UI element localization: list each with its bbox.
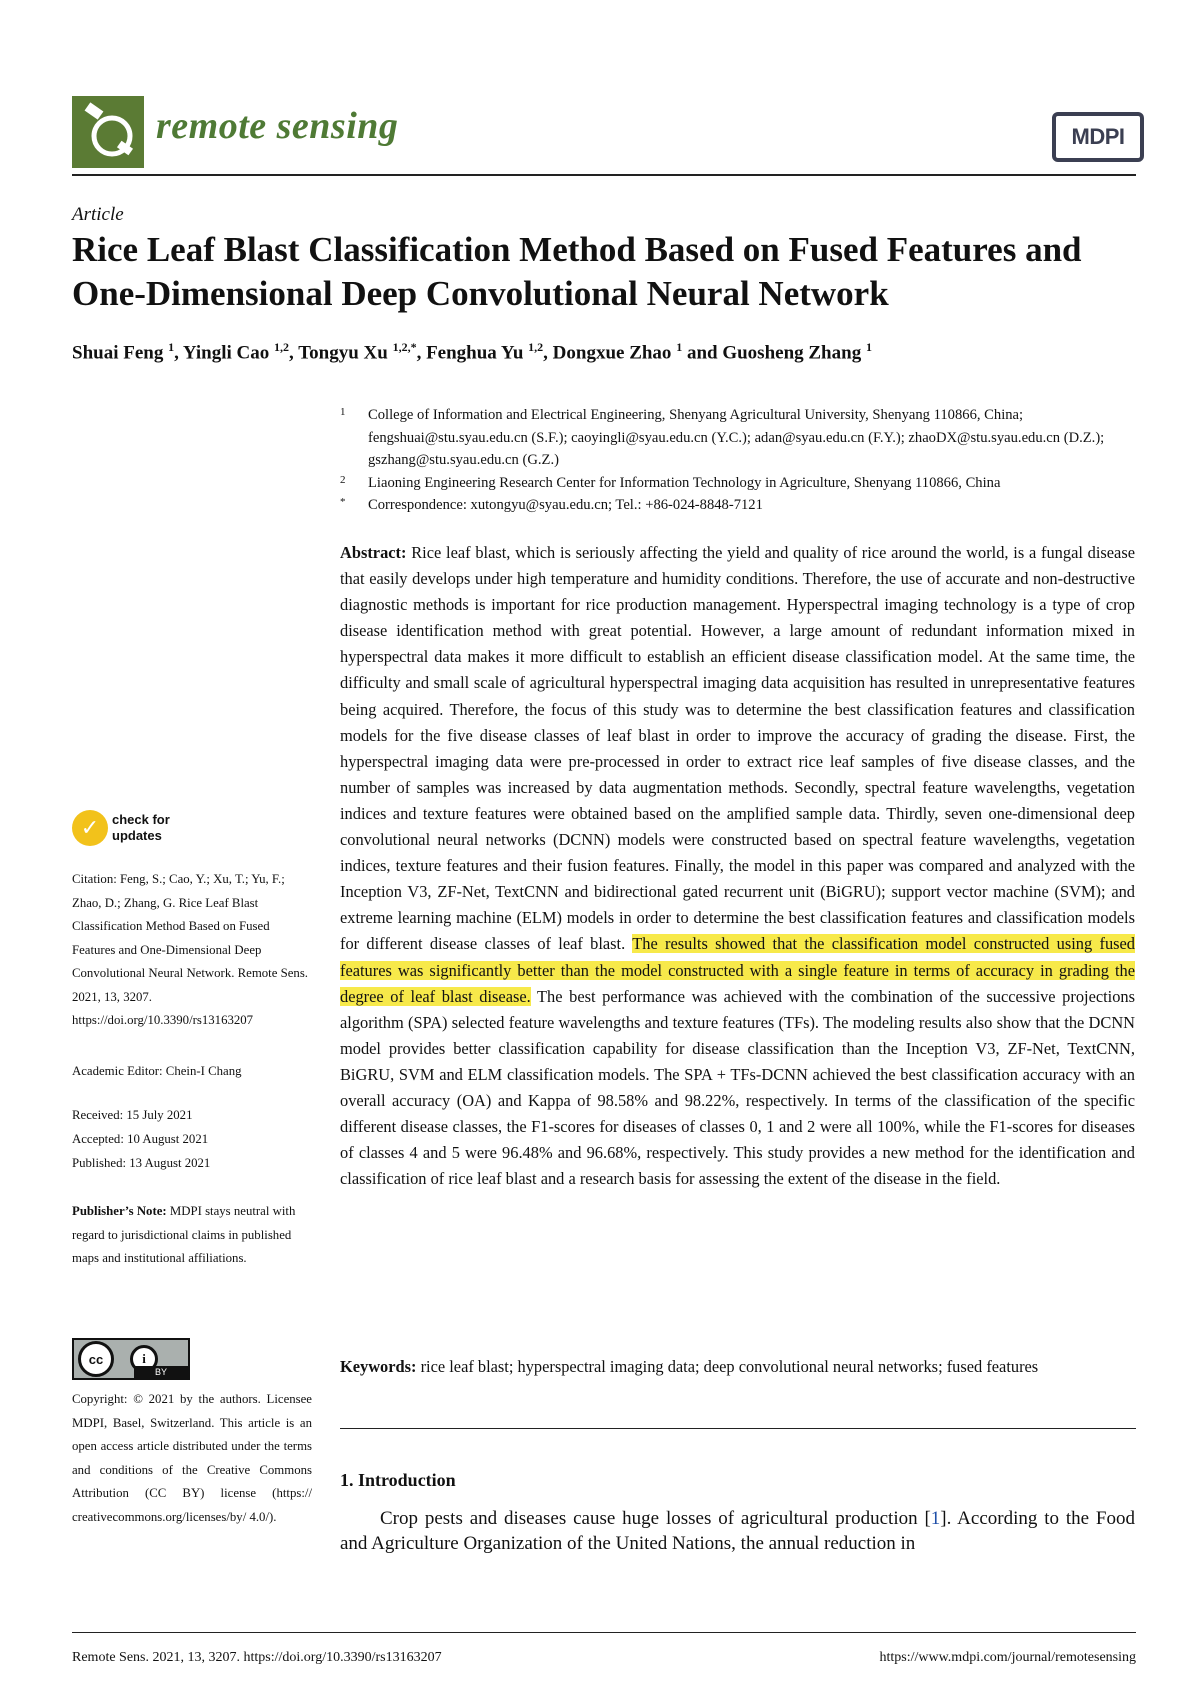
keywords-label: Keywords: [340,1357,417,1376]
author-affiliation: 1 [168,340,175,354]
author-affiliation: 1,2 [528,340,544,354]
academic-editor: Academic Editor: Chein-I Chang [72,1064,242,1078]
abstract [340,540,1135,1192]
article-type: Article [72,204,124,225]
footer-citation: Remote Sens. 2021, 13, 3207. https://doi.org/10.3390/rs13163207 [72,1650,442,1665]
affiliations [340,404,1140,517]
author-affiliation: 1,2 [274,340,290,354]
journal-name: remote sensing [156,105,399,147]
author-affiliation: 1 [676,340,683,354]
header-divider [72,174,1136,176]
keywords: Keywords: rice leaf blast; hyperspectral imaging data; deep convolutional neural networks; fused features [340,1357,1039,1376]
author-affiliation: 1,2,* [392,340,417,354]
footer-journal-url[interactable]: https://www.mdpi.com/journal/remotesensing [879,1650,1136,1665]
copyright-notice: Copyright: © 2021 by the authors. Licensee MDPI, Basel, Switzerland. This article is an open access article distributed under the terms and conditions of the Creative Commons Attribution (CC BY) license (https:// creativecommons.org/licenses/by/ 4.0/). [72,1392,312,1524]
paper-title: Rice Leaf Blast Classification Method Based on Fused Features and One-Dimensional Deep Convolutional Neural Network [72,230,1082,313]
author: Guosheng Zhang [722,342,862,364]
person-icon: i [130,1345,158,1373]
received-date: Received: 15 July 2021 [72,1108,193,1122]
abstract-text: Rice leaf blast, which is seriously affecting the yield and quality of rice around the world, is a fungal disease that easily develops under high temperature and humidity conditions. Therefore, the use of accurate and non-destructive diagnostic methods is important for rice production management. Hyperspectral imaging technology is a type of crop disease identification method with great potential. However, a large amount of redundant information mixed in hyperspectral data makes it more difficult to establish an efficient disease classification model. At the same time, the difficulty and small scale of agricultural hyperspectral imaging data acquisition has resulted in unrepresentative features being acquired. Therefore, the focus of this study was to determine the best classification features and classification models for the five disease classes of leaf blast in order to improve the accuracy of grading the disease. First, the hyperspectral imaging data were pre-processed in order to extract rice leaf samples of five disease classes, and the number of samples was increased by data augmentation methods. Secondly, spectral feature wavelengths, vegetation indices and texture features were obtained based on the amplified sample data. Thirdly, seven one-dimensional deep convolutional neural networks (DCNN) models were constructed based on spectral feature wavelengths, vegetation indices, texture features and their fusion features. Finally, the model in this paper was compared and analyzed with the Inception V3, ZF-Net, TextCNN and bidirectional gated recurrent unit (BiGRU); support vector machine (SVM); and extreme learning machine (ELM) models in order to determine the best classification features and classification models for different disease classes of leaf blast. [340,543,1135,954]
author: Fenghua Yu [426,342,524,364]
check-for-updates-label[interactable]: check for updates [112,812,170,843]
affiliation-item: 1 College of Information and Electrical Engineering, Shenyang Agricultural University, Shenyang 110866, China; fengshuai@stu.syau.edu.cn (S.F.); caoyingli@syau.edu.cn (Y.C.); adan@syau.edu.cn (F.Y.); zhaoDX@stu.syau.edu.cn (D.Z.); gszhang@stu.syau.edu.cn (G.Z.) [340,406,1105,468]
affiliation-item: 2 Liaoning Engineering Research Center for Information Technology in Agriculture, Shenyang 110866, China [340,473,1001,491]
author: Yingli Cao [182,342,270,364]
citation-link[interactable]: 1 [930,1508,941,1529]
citation-block: Citation: Feng, S.; Cao, Y.; Xu, T.; Yu, F.; Zhao, D.; Zhang, G. Rice Leaf Blast Classification Method Based on Fused Features and One-Dimensional Deep Convolutional Neural Network. Remote Sens. 2021, 13, 3207. https://doi.org/10.3390/rs13163207 [72,872,308,1027]
accepted-date: Accepted: 10 August 2021 [72,1132,209,1146]
introduction-text: Crop pests and diseases cause huge losses of agricultural production [1]. According to the Food and Agriculture Organization of the United Nations, the annual reduction in [340,1508,1135,1554]
author-list: Shuai Feng $^1$, Yingli Cao $^{1,2}$, Tongyu Xu $^{1,2,*}$, Fenghua Yu $^{1,2}$, Dongxue Zhao $^1$ and Guosheng Zhang $^1$ [72,340,872,364]
published-date: Published: 13 August 2021 [72,1156,211,1170]
journal-logo-icon [72,96,144,168]
publisher-note: Publisher’s Note: MDPI stays neutral with regard to jurisdictional claims in published maps and institutional affiliations. [72,1204,296,1265]
check-for-updates-icon[interactable]: ✓ [72,810,108,846]
section-divider [340,1428,1136,1429]
highlighted-text: The results showed that the classification model constructed using fused features was significantly better than the model constructed with a single feature in terms of accuracy in grading the degree of leaf blast disease. [340,934,1135,1006]
footer-divider [72,1632,1136,1633]
cc-by-license-icon[interactable]: cc i BY [72,1338,190,1380]
author: Tongyu Xu [298,342,388,364]
abstract-text-cont: The best performance was achieved with the combination of the successive projections algorithm (SPA) selected feature wavelengths and texture features (TFs). The modeling results also show that the DCNN model provides better classification capability for disease classification than the Inception V3, ZF-Net, TextCNN, BiGRU, SVM and ELM classification models. The SPA + TFs-DCNN achieved the best classification accuracy with an overall accuracy (OA) and Kappa of 98.58% and 98.22%, respectively. In terms of the classification of the specific different disease classes, the F1-scores for diseases of classes 0, 1 and 2 were all 100%, while the F1-scores for diseases of classes 4 and 5 were 96.48% and 96.68%, respectively. This study provides a new method for the identification and classification of rice leaf blast and a research basis for assessing the extent of the disease in the field. [340,986,1135,1189]
publisher-logo: MDPI [1052,112,1144,162]
author-affiliation: 1 [865,340,872,354]
abstract-label: Abstract: [340,543,407,562]
section-heading: 1. Introduction [340,1470,456,1490]
correspondence: * Correspondence: xutongyu@syau.edu.cn; Tel.: +86-024-8848-7121 [340,496,763,513]
author: Dongxue Zhao [552,342,672,364]
author: Shuai Feng [72,342,164,364]
